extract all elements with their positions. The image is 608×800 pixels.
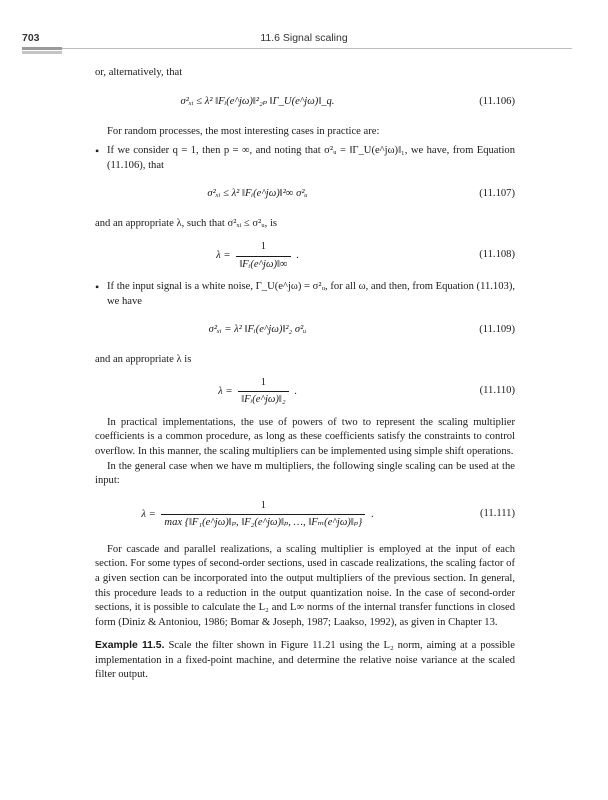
equation-math: σ²ₓᵢ = λ² ‖Fᵢ(e^jω)‖²₂ σ²ᵤ xyxy=(208,324,307,336)
equation-lhs: λ = xyxy=(218,385,233,397)
case-list xyxy=(95,144,515,173)
example-paragraph xyxy=(95,639,515,683)
paragraph-cascade: For cascade and parallel realizations, a scaling multiplier is employed at the input of each section. For some types of second-order sections, used in cascade realizations, the scaling factor of a given section can be incorporated into the output multipliers of the previous section. In general, this procedure leads to a reduction in the output quantization noise. In the case of second-order sections, it is possible to calculate the L₂ and L∞ norms of the internal transfer functions in closed form (Diniz & Antoniou, 1986; Bomar & Joseph, 1987; Laakso, 1992), as given in Chapter 13. xyxy=(95,543,515,628)
equation-lhs: λ = xyxy=(216,249,231,261)
list-item xyxy=(95,144,515,173)
example-label: Example 11.5. xyxy=(95,640,165,652)
fraction xyxy=(238,376,288,408)
fraction-numerator: 1 xyxy=(238,376,288,393)
paragraph-lambda-2: and an appropriate λ is xyxy=(95,354,192,366)
equation-number: (11.108) xyxy=(479,248,515,260)
list-item-text: If the input signal is a white noise, Γ_U(e^jω) = σ²ᵤ, for all ω, and then, from Equation (11.103), we have xyxy=(107,280,515,307)
equation-lhs: λ = xyxy=(141,508,156,520)
equation-tail: . xyxy=(370,508,374,520)
paragraph-random-processes: For random processes, the most interesting cases in practice are: xyxy=(107,125,380,137)
case-list-2 xyxy=(95,280,515,309)
equation-11-109 xyxy=(95,323,515,339)
equation-11-110 xyxy=(95,376,515,408)
fraction-denominator: max {‖F₁(e^jω)‖ₚ, ‖F₂(e^jω)‖ₚ, …, ‖Fₘ(e^jω)‖ₚ} xyxy=(164,517,363,529)
header-rule xyxy=(62,48,572,49)
paragraph-alternatively: or, alternatively, that xyxy=(95,67,183,78)
equation-math: σ²ₓᵢ ≤ λ² ‖Fᵢ(e^jω)‖²∞ σ²ᵤ xyxy=(207,188,308,200)
list-item-text: If we consider q = 1, then p = ∞, and noting that σ²ᵤ = ‖Γ_U(e^jω)‖₁, we have, from Equation (11.106), that xyxy=(107,145,515,171)
bullet-icon: • xyxy=(95,279,100,294)
list-item xyxy=(95,280,515,309)
page-body xyxy=(95,66,515,683)
paragraph-general-case: In the general case when we have m multipliers, the following single scaling can be used at the input: xyxy=(95,460,515,487)
bullet-icon: • xyxy=(95,144,100,159)
equation-math: σ²ₓᵢ ≤ λ² ‖Fᵢ(e^jω)‖²₂ₚ ‖Γ_U(e^jω)‖_q. xyxy=(180,95,335,107)
equation-number: (11.109) xyxy=(479,324,515,336)
fraction-denominator: ‖Fᵢ(e^jω)‖∞ xyxy=(239,258,288,270)
equation-number: (11.106) xyxy=(479,95,515,107)
header-rule-accent xyxy=(22,47,62,50)
equation-11-106 xyxy=(95,95,515,111)
fraction-denominator: ‖Fᵢ(e^jω)‖₂ xyxy=(241,394,286,406)
fraction-numerator: 1 xyxy=(236,240,290,257)
equation-tail: . xyxy=(296,249,299,261)
paragraph-lambda-1: and an appropriate λ, such that σ²ₓᵢ ≤ σ²ᵤ, is xyxy=(95,218,278,230)
page-number: 703 xyxy=(22,32,40,44)
fraction xyxy=(236,240,290,272)
page-header xyxy=(0,0,608,60)
equation-number: (11.111) xyxy=(479,507,515,519)
fraction xyxy=(161,499,365,531)
fraction-numerator: 1 xyxy=(161,499,365,516)
equation-tail: . xyxy=(294,385,297,397)
running-title: 11.6 Signal scaling xyxy=(260,32,348,44)
equation-11-107 xyxy=(95,187,515,203)
header-rule-accent-lower xyxy=(22,51,62,54)
equation-number: (11.110) xyxy=(479,384,515,396)
equation-11-108 xyxy=(95,240,515,272)
equation-number: (11.107) xyxy=(479,188,515,200)
equation-11-111 xyxy=(95,499,515,531)
paragraph-practical: In practical implementations, the use of powers of two to represent the scaling multiplier coefficients is a common procedure, as long as these coefficients satisfy the constraints to control overflow. In this manner, the scaling multipliers can be implemented using simple shift operations. xyxy=(95,416,515,457)
example-text: Scale the filter shown in Figure 11.21 using the L₂ norm, aiming at a possible implementation in a fixed-point machine, and determine the relative noise variance at the scaled filter output. xyxy=(95,640,515,681)
